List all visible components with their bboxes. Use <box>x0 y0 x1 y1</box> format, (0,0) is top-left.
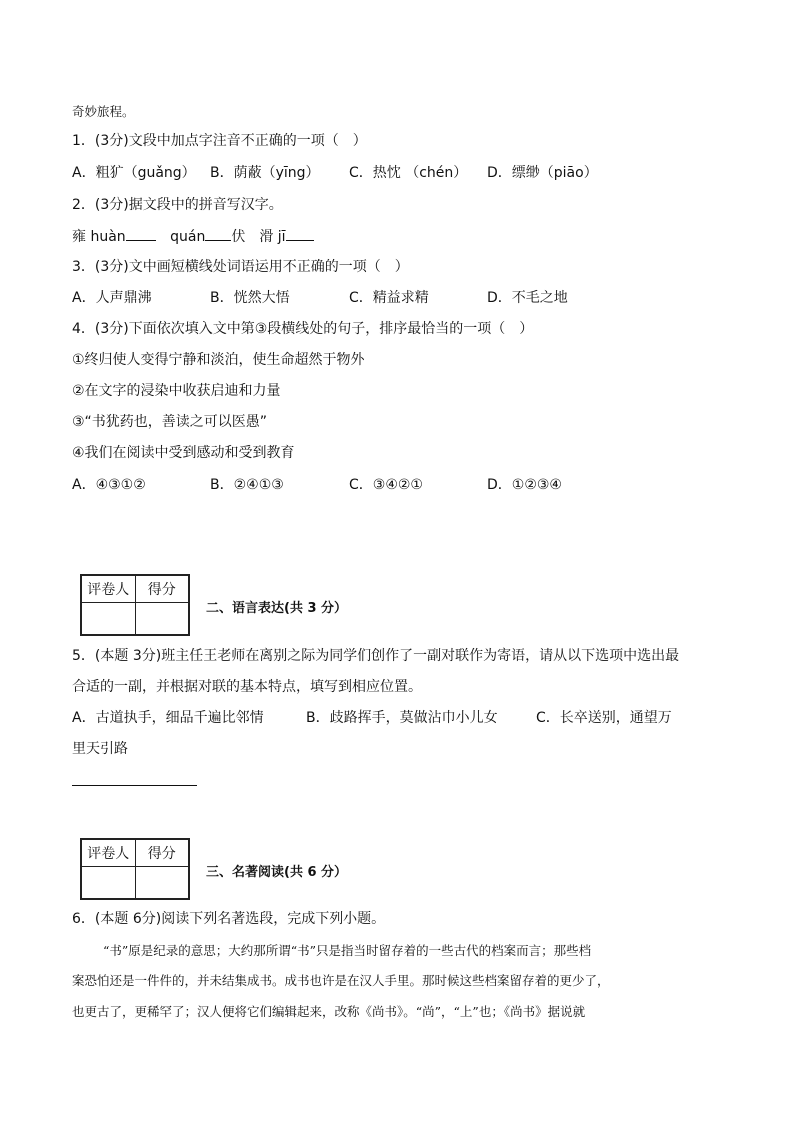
q4-stem: 4．(3分)下面依次填入文中第③段横线处的句子，排序最恰当的一项（ ） <box>72 321 534 337</box>
q2-blank-2[interactable] <box>205 226 231 241</box>
q2-blank-1[interactable] <box>126 226 156 241</box>
q5-answer-line[interactable] <box>72 785 197 786</box>
q5-option-c[interactable]: C．长卒送别，通望万 <box>536 710 672 726</box>
q5-option-a[interactable]: A．古道执手，细品千遍比邻情 <box>72 710 264 726</box>
q2-fill-line <box>72 226 314 247</box>
score-header: 得分 <box>135 575 189 603</box>
score-header: 得分 <box>135 839 189 867</box>
q4-item-2: ②在文字的浸染中收获启迪和力量 <box>72 383 281 399</box>
q3-stem: 3．(3分)文中画短横线处词语运用不正确的一项（ ） <box>72 259 409 275</box>
score-cell[interactable] <box>135 867 189 900</box>
q1-option-a[interactable]: A．粗犷（guǎng） <box>72 165 196 181</box>
q3-option-d[interactable]: D．不毛之地 <box>487 290 568 306</box>
q4-item-1: ①终归使人变得宁静和淡泊，使生命超然于物外 <box>72 352 365 368</box>
q5-stem-line-2: 合适的一副，并根据对联的基本特点，填写到相应位置。 <box>72 679 422 695</box>
q5-option-b[interactable]: B．歧路挥手，莫做沾巾小儿女 <box>306 710 498 726</box>
q6-passage-line-2: 案恐怕还是一件件的，并未结集成书。成书也许是在汉人手里。那时候这些档案留存着的更少了， <box>72 973 610 988</box>
q4-option-d[interactable]: D．①②③④ <box>487 477 562 493</box>
q5-option-c-continued: 里天引路 <box>72 741 128 757</box>
q6-passage-line-3: 也更古了，更稀罕了；汉人便将它们编辑起来，改称《尚书》。“尚”，“上”也；《尚书》据说就 <box>72 1004 586 1019</box>
q1-option-b[interactable]: B．荫蔽（yīng） <box>210 165 320 181</box>
q3-option-b[interactable]: B．恍然大悟 <box>210 290 290 306</box>
q2-pinyin-2: quán <box>170 229 206 245</box>
q6-passage-line-1: “书”原是纪录的意思；大约那所谓“书”只是指当时留存着的一些古代的档案而言；那些档 <box>103 943 592 958</box>
reviewer-header: 评卷人 <box>81 839 135 867</box>
q4-item-3: ③“书犹药也，善读之可以医愚” <box>72 414 268 430</box>
q3-option-a[interactable]: A．人声鼎沸 <box>72 290 152 306</box>
score-box-section-3 <box>80 838 190 900</box>
q6-stem: 6．(本题 6分)阅读下列名著选段，完成下列小题。 <box>72 911 386 927</box>
q1-option-c[interactable]: C．热忱 （chén） <box>349 165 468 181</box>
q2-stem: 2．(3分)据文段中的拼音写汉字。 <box>72 197 283 213</box>
q4-option-a[interactable]: A．④③①② <box>72 477 146 493</box>
q3-option-c[interactable]: C．精益求精 <box>349 290 429 306</box>
q4-option-b[interactable]: B．②④①③ <box>210 477 284 493</box>
section-2-title: 二、语言表达(共 3 分） <box>206 601 348 616</box>
passage-tail: 奇妙旅程。 <box>72 104 135 119</box>
q4-option-c[interactable]: C．③④②① <box>349 477 423 493</box>
q2-pinyin-3: 伏 滑 jī <box>231 229 286 245</box>
q5-stem-line-1: 5．(本题 3分)班主任王老师在离别之际为同学们创作了一副对联作为寄语，请从以下选项中选出最 <box>72 648 680 664</box>
q2-pinyin-1: 雍 huàn <box>72 229 126 245</box>
reviewer-cell[interactable] <box>81 603 135 636</box>
section-3-title: 三、名著阅读(共 6 分） <box>206 865 348 880</box>
q1-stem: 1．(3分)文段中加点字注音不正确的一项（ ） <box>72 133 367 149</box>
q1-option-d[interactable]: D．缥缈（piāo） <box>487 165 598 181</box>
score-cell[interactable] <box>135 603 189 636</box>
q2-blank-3[interactable] <box>286 226 314 241</box>
q4-item-4: ④我们在阅读中受到感动和受到教育 <box>72 445 295 461</box>
reviewer-cell[interactable] <box>81 867 135 900</box>
score-box-section-2 <box>80 574 190 636</box>
reviewer-header: 评卷人 <box>81 575 135 603</box>
